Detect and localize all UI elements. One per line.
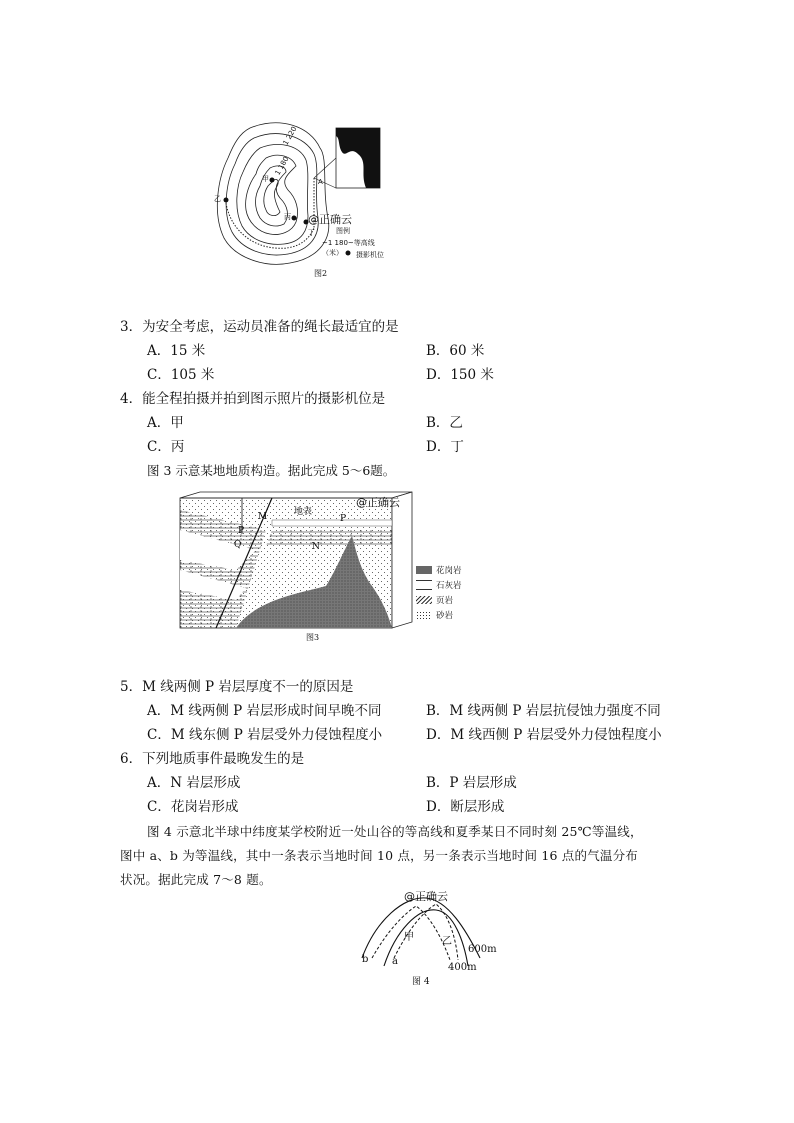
legend-shale: 页岩 [416,594,453,606]
legend-limestone: 石灰岩 [416,579,462,591]
intro-figure-4-line-3: 状况。据此完成 7～8 题。 [120,872,272,887]
question-3-stem: 3．为安全考虑，运动员准备的绳长最适宜的是 [120,319,399,335]
label-yi: 乙 [442,936,452,947]
point-label-bing: 丙 [284,213,291,221]
q6-option-b: B．P 岩层形成 [426,775,517,791]
limestone-swatch [416,580,432,590]
question-6-stem: 6．下列地质事件最晚发生的是 [120,751,305,767]
point-label-jia: 甲 [262,175,269,183]
q3-option-b: B．60 米 [426,343,485,359]
q5-option-a: A．M 线两侧 P 岩层形成时间早晚不同 [147,703,382,719]
point-label-a: A [318,178,323,186]
legend-sandstone: 砂岩 [416,609,453,621]
q3-option-c: C．105 米 [147,367,215,383]
q5-option-d: D．M 线西侧 P 岩层受外力侵蚀程度小 [426,727,662,743]
legend-contour: ~1 180~等高线（米） [322,239,375,257]
figure-4-caption: 图 4 [412,977,430,987]
figure-2-map [210,118,390,288]
intro-figure-4-line-2: 图中 a、b 为等温线，其中一条表示当地时间 10 点，另一条表示当地时间 16 点的气温分布 [120,848,639,863]
figure-2-caption: 图2 [314,269,328,278]
label-a: a [392,956,398,967]
legend-camera: 摄影机位 [356,251,384,259]
label-b: b [362,954,369,965]
intro-figure-3: 图 3 示意某地地质构造。据此完成 5～6题。 [147,463,396,478]
q4-option-d: D．丁 [426,439,464,455]
q6-option-c: C．花岗岩形成 [147,799,239,815]
figure-2 [210,118,390,288]
label-p-left: P [238,526,245,536]
point-label-ding: 丁 [308,229,315,237]
figure-3 [176,490,476,650]
label-q: Q [234,540,242,550]
sandstone-swatch [416,611,432,619]
q5-option-c: C．M 线东侧 P 岩层受外力侵蚀程度小 [147,727,383,743]
point-label-yi: 乙 [214,195,221,203]
label-400m: 400m [448,962,477,973]
q3-option-d: D．150 米 [426,367,494,383]
label-p-right: P [340,514,347,524]
legend-granite: 花岗岩 [416,564,462,576]
q5-option-b: B．M 线两侧 P 岩层抗侵蚀力强度不同 [426,703,661,719]
figure-3-caption: 图3 [306,633,320,642]
q6-option-d: D．断层形成 [426,799,505,815]
label-600m: 600m [468,944,497,955]
question-5-stem: 5．M 线两侧 P 岩层厚度不一的原因是 [120,679,354,695]
granite-swatch [416,566,432,574]
shale-swatch [416,596,432,604]
label-surface: 地表 [294,507,313,517]
legend-title: 图例 [336,227,350,235]
figure-4 [356,890,496,990]
watermark: @正确云 [308,213,352,226]
q3-option-a: A．15 米 [147,343,206,359]
q4-option-a: A．甲 [147,415,184,431]
q4-option-c: C．丙 [147,439,185,455]
q6-option-a: A．N 岩层形成 [147,775,241,791]
watermark: @正确云 [356,496,400,509]
question-4-stem: 4．能全程拍摄并拍到图示照片的摄影机位是 [120,391,386,407]
label-jia: 甲 [404,932,414,943]
q4-option-b: B．乙 [426,415,463,431]
watermark: @正确云 [404,890,448,903]
contour-label-1220: 1 220 [281,125,299,147]
label-m: M [258,512,268,522]
intro-figure-4-line-1: 图 4 示意北半球中纬度某学校附近一处山谷的等高线和夏季某日不同时刻 25℃等温线， [147,824,643,839]
label-n: N [312,542,320,552]
contour-label-1180: 1 180 [273,155,291,177]
